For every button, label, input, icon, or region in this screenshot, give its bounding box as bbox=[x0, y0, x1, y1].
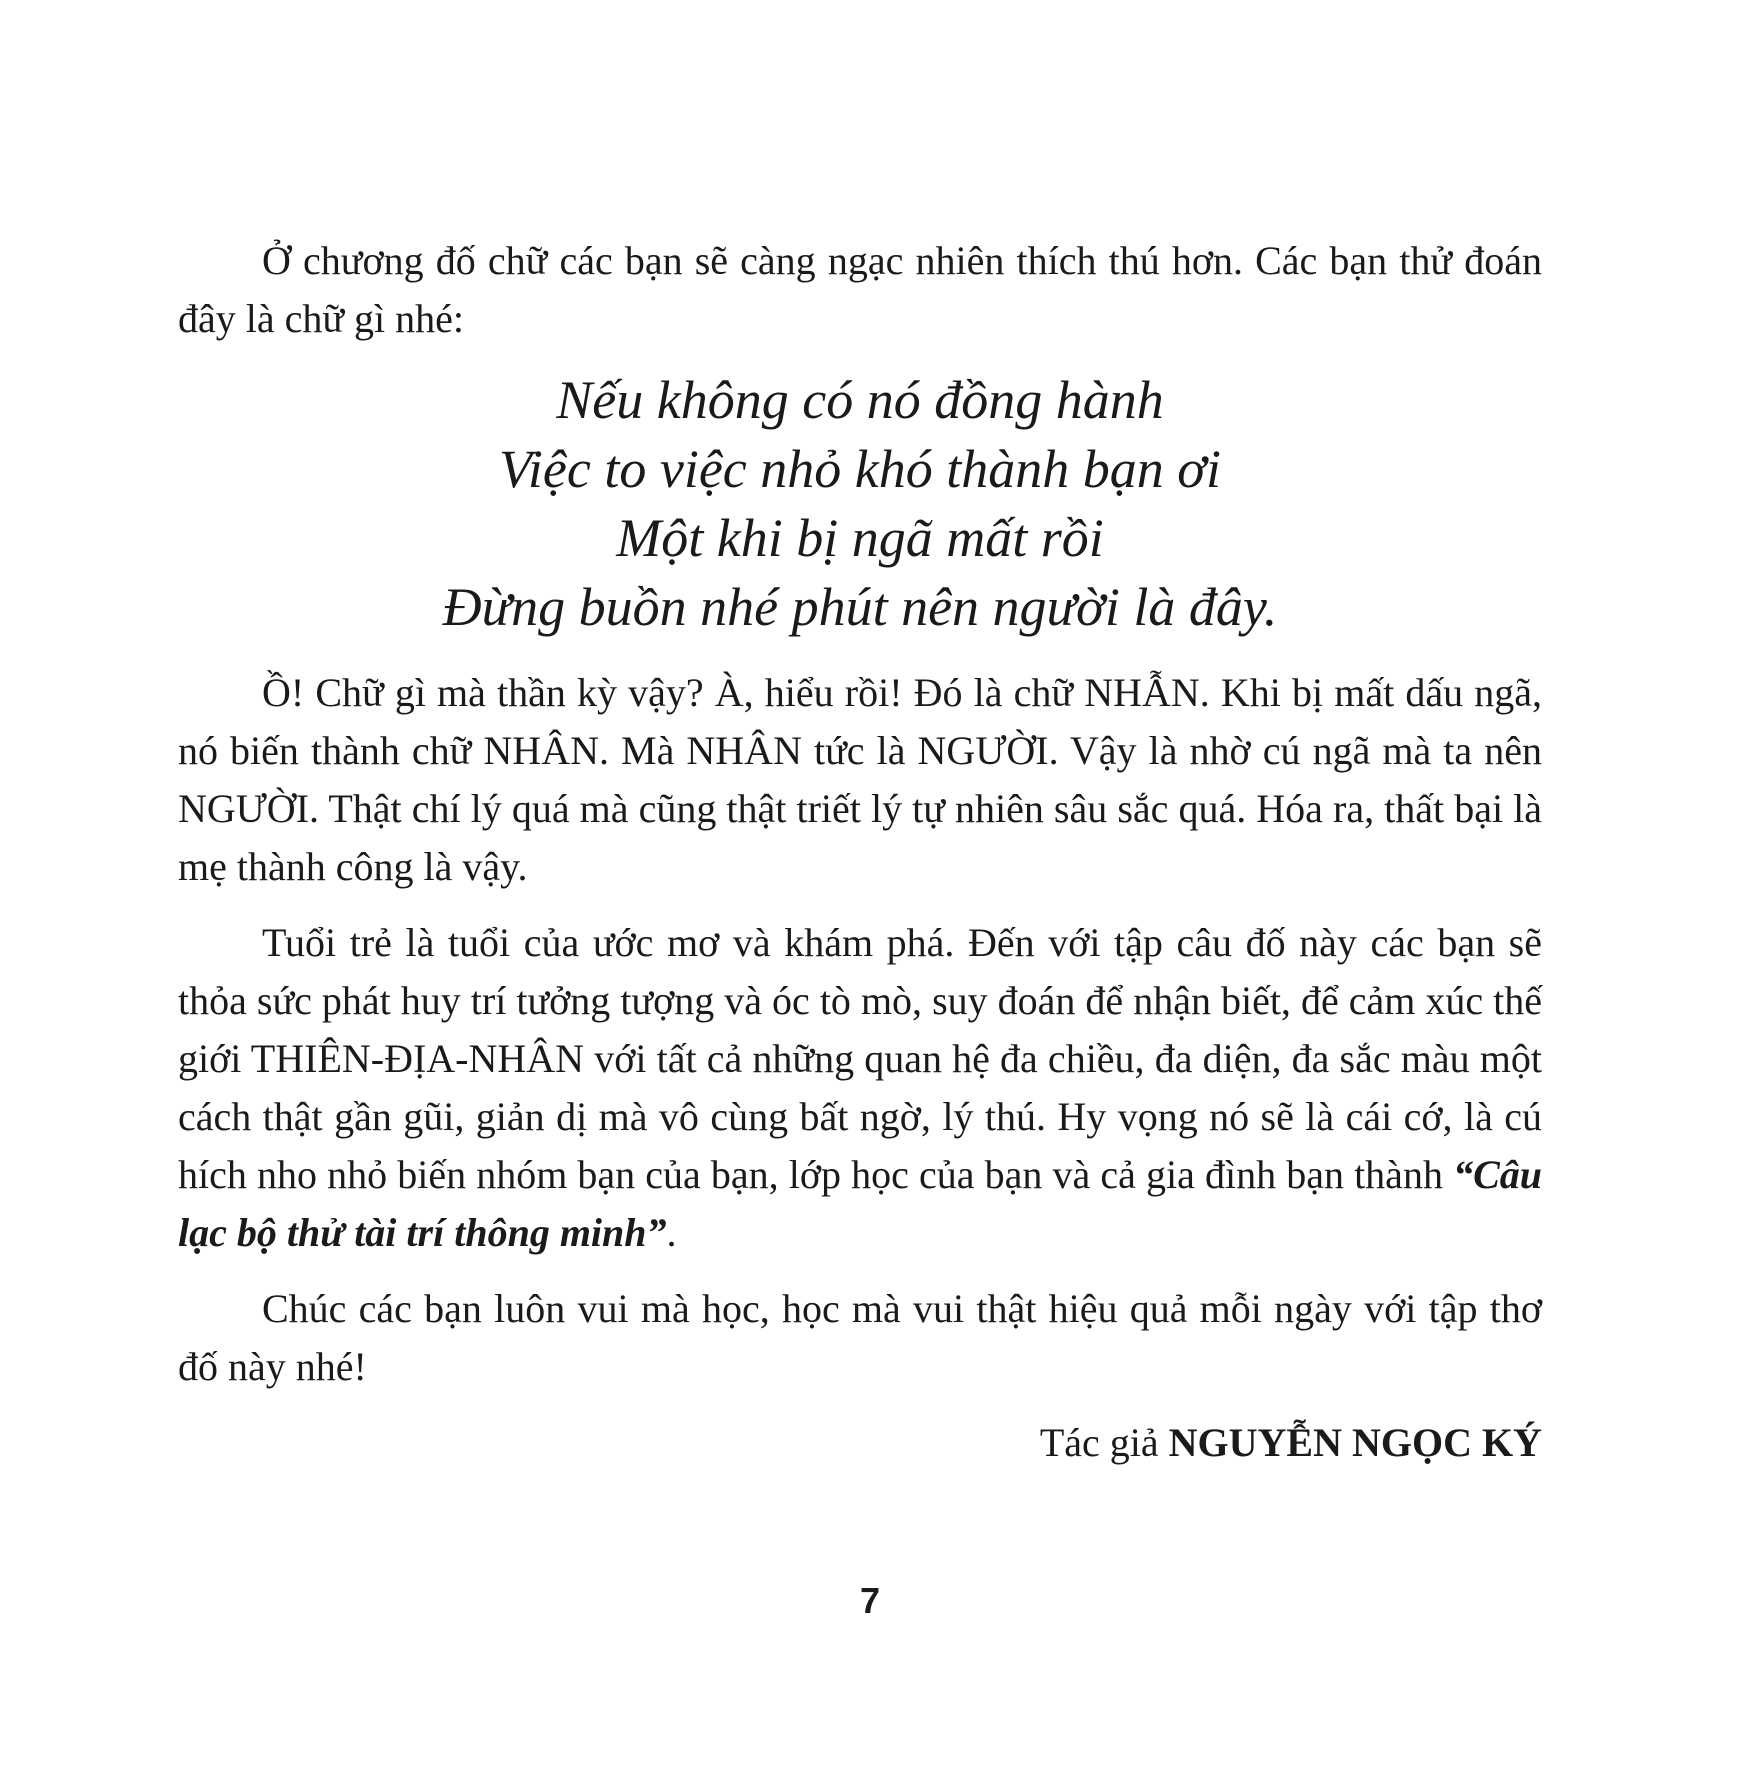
riddle-poem bbox=[178, 366, 1542, 642]
page-body bbox=[178, 232, 1542, 1472]
purpose-text: Tuổi trẻ là tuổi của ước mơ và khám phá. Đến với tập câu đố này các bạn sẽ thỏa sức phát huy trí tưởng tượng và óc tò mò, suy đoán để nhận biết, để cảm xúc thế giới THIÊN-ĐỊA-NHÂN với tất cả những quan hệ đa chiều, đa diện, đa sắc màu một cách thật gần gũi, giản dị mà vô cùng bất ngờ, lý thú. Hy vọng nó sẽ là cái cớ, là cú hích nho nhỏ biến nhóm bạn của bạn, lớp học của bạn và cả gia đình bạn thành bbox=[178, 920, 1542, 1197]
answer-paragraph: Ồ! Chữ gì mà thần kỳ vậy? À, hiểu rồi! Đó là chữ NHẪN. Khi bị mất dấu ngã, nó biến thành chữ NHÂN. Mà NHÂN tức là NGƯỜI. Vậy là nhờ cú ngã mà ta nên NGƯỜI. Thật chí lý quá mà cũng thật triết lý tự nhiên sâu sắc quá. Hóa ra, thất bại là mẹ thành công là vậy. bbox=[178, 670, 1542, 889]
poem-line-4: Đừng buồn nhé phút nên người là đây. bbox=[442, 577, 1278, 637]
purpose-paragraph bbox=[178, 914, 1542, 1262]
poem-line-2: Việc to việc nhỏ khó thành bạn ơi bbox=[498, 439, 1222, 499]
purpose-text-end: . bbox=[666, 1210, 677, 1255]
author-prefix: Tác giả bbox=[1039, 1420, 1169, 1465]
wishes-paragraph: Chúc các bạn luôn vui mà học, học mà vui thật hiệu quả mỗi ngày với tập thơ đố này nhé! bbox=[178, 1286, 1542, 1389]
author-name: NGUYỄN NGỌC KÝ bbox=[1168, 1420, 1542, 1465]
author-signature bbox=[178, 1414, 1542, 1472]
poem-line-1: Nếu không có nó đồng hành bbox=[556, 370, 1164, 430]
poem-line-3: Một khi bị ngã mất rồi bbox=[616, 508, 1104, 568]
page-number: 7 bbox=[859, 1580, 881, 1621]
club-name-emphasis: “Câu lạc bộ thử tài trí thông minh” bbox=[178, 1152, 1542, 1255]
intro-paragraph: Ở chương đố chữ các bạn sẽ càng ngạc nhiên thích thú hơn. Các bạn thử đoán đây là chữ gì nhé: bbox=[178, 238, 1542, 341]
